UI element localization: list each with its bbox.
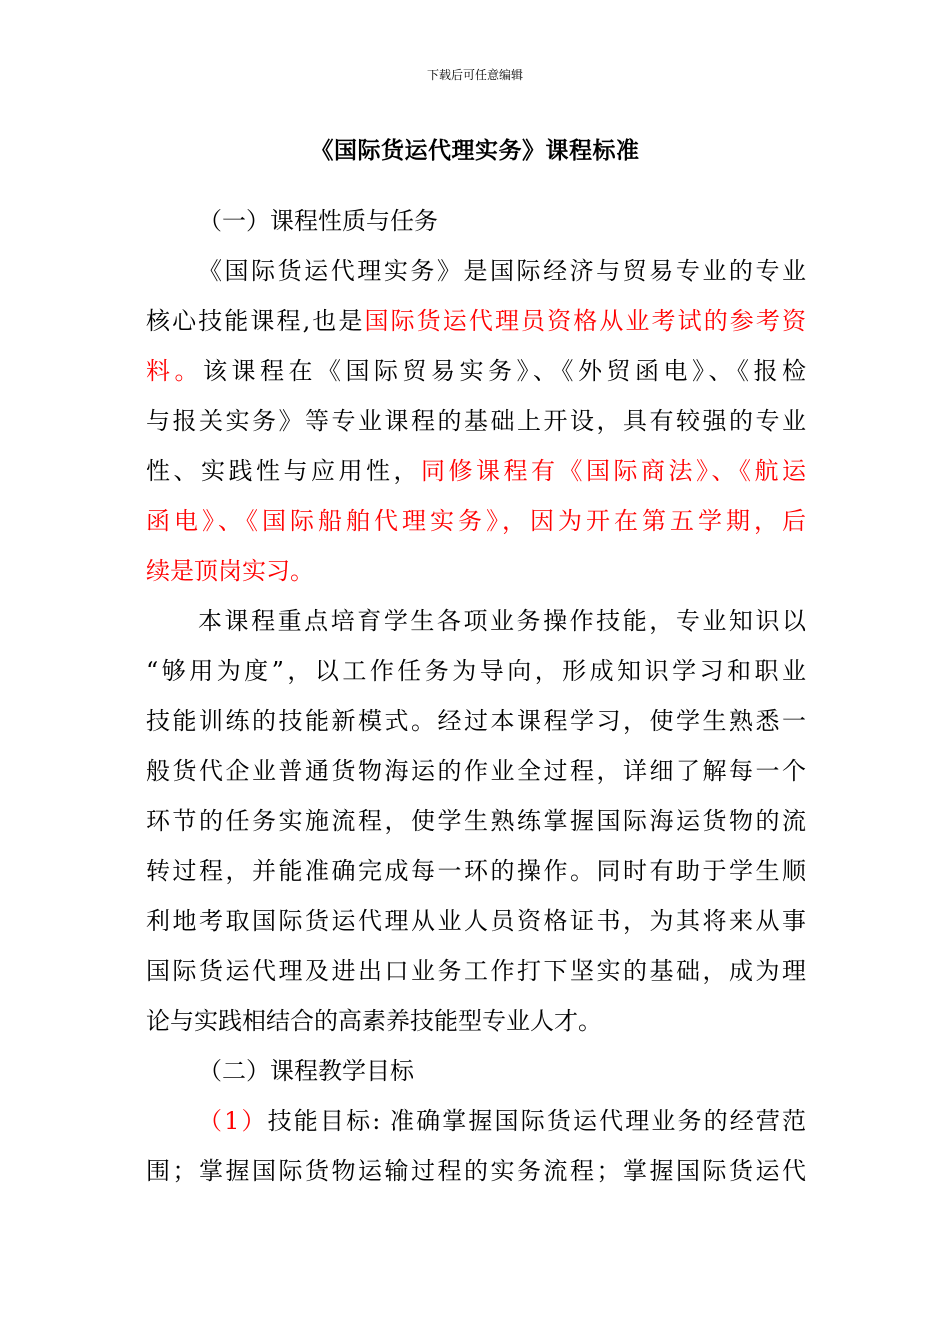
highlighted-text: （1）: [198, 1107, 268, 1135]
section-heading-1: （一）课程性质与任务: [198, 207, 438, 235]
paragraph-line: 与报关实务》等专业课程的基础上开设，具有较强的专业: [146, 407, 806, 435]
document-title: 《国际货运代理实务》课程标准: [310, 138, 640, 164]
paragraph-line: “够用为度”，以工作任务为导向，形成知识学习和职业: [146, 657, 806, 685]
section-heading-2: （二）课程教学目标: [198, 1057, 414, 1085]
paragraph-line: 利地考取国际货运代理从业人员资格证书，为其将来从事: [146, 907, 806, 935]
highlighted-paragraph-line: 续是顶岗实习。: [146, 557, 314, 585]
text-span: 技能目标: 准确掌握国际货运代理业务的经营范: [267, 1107, 806, 1135]
paragraph-line: 般货代企业普通货物海运的作业全过程，详细了解每一个: [146, 757, 806, 785]
text-span: 性、实践性与应用性，: [146, 457, 421, 485]
paragraph-line: [146, 1096, 806, 1146]
paragraph-line: 论与实践相结合的高素养技能型专业人才。: [146, 1007, 602, 1035]
paragraph-line: 本课程重点培育学生各项业务操作技能，专业知识以: [198, 607, 806, 635]
text-span: 该课程在《国际贸易实务》、《外贸函电》、《报检: [203, 357, 806, 385]
highlighted-text: 同修课程有《国际商法》、《航运: [421, 457, 806, 485]
paragraph-line: 技能训练的技能新模式。经过本课程学习，使学生熟悉一: [146, 707, 806, 735]
text-span: 核心技能课程,也是: [146, 307, 365, 335]
paragraph-line: 《国际货运代理实务》是国际经济与贸易专业的专业: [198, 257, 806, 285]
highlighted-text: 国际货运代理员资格从业考试的参考资: [364, 307, 806, 335]
highlighted-paragraph-line: 函电》、《国际船舶代理实务》，因为开在第五学期，后: [146, 507, 806, 535]
paragraph-line: [146, 346, 806, 396]
paragraph-line: 国际货运代理及进出口业务工作打下坚实的基础，成为理: [146, 957, 806, 985]
paragraph-line: 转过程，并能准确完成每一环的操作。同时有助于学生顺: [146, 857, 806, 885]
paragraph-line: 环节的任务实施流程，使学生熟练掌握国际海运货物的流: [146, 807, 806, 835]
paragraph-line: [146, 446, 806, 496]
header-note: 下载后可任意编辑: [426, 68, 523, 82]
document-body: [146, 196, 806, 1196]
highlighted-text: 料。: [146, 357, 203, 385]
paragraph-line: [146, 296, 806, 346]
paragraph-line: 围；掌握国际货物运输过程的实务流程；掌握国际货运代: [146, 1157, 806, 1185]
